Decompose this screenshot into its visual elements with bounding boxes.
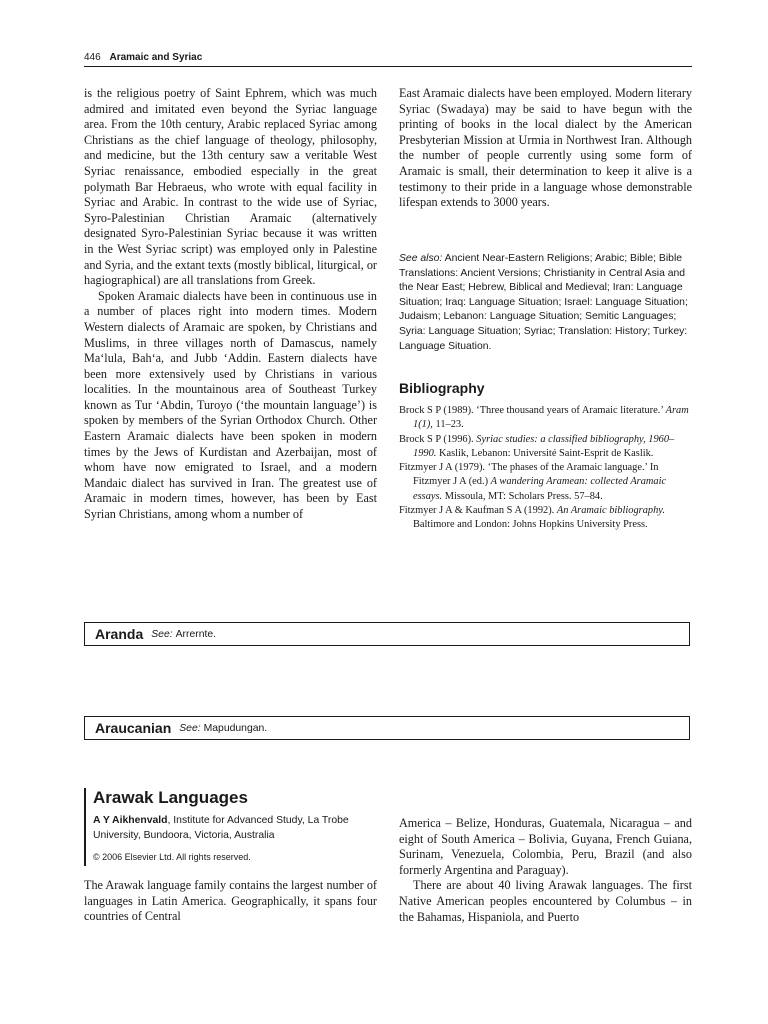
entry-box-araucanian — [84, 716, 690, 740]
entry-see: See: Arrernte. — [151, 628, 217, 640]
see-also-block — [399, 252, 692, 354]
entry-term: Araucanian — [95, 720, 172, 736]
page-number: 446 — [84, 52, 101, 63]
entry-box-aranda — [84, 622, 690, 646]
reference-item: Fitzmyer J A (1979). ‘The phases of the Aramaic language.’ In Fitzmyer J A (ed.) A wandering Aramean: collected Aramaic essays. Missoula, MT: Scholars Press. 57–84. — [399, 462, 667, 502]
bibliography-heading: Bibliography — [399, 380, 485, 396]
header-rule — [84, 66, 692, 67]
entry-see: See: Mapudungan. — [179, 722, 268, 734]
see-also-label: See also: — [399, 253, 443, 264]
see-also-text: Ancient Near-Eastern Religions; Arabic; Bible; Bible Translations: Ancient Versions; Christianity in Central Asia and the Near East; Hebrew, Biblical and Medieval; Iran: Language Situation; Iraq: Language Situation; Israel: Language Situation; Judaism; Lebanon: Language Situation; Semitic Languages; Syria: Language Situation; Syriac; Translation: History; Turkey: Language Situation. — [399, 253, 688, 352]
body-paragraph: There are about 40 living Arawak languages. The first Native American peoples encountered by Columbus – in the Bahamas, Hispaniola, and Puerto — [399, 878, 692, 924]
running-header — [84, 52, 202, 63]
entry-see-link[interactable]: Mapudungan. — [203, 722, 268, 734]
body-paragraph: America – Belize, Honduras, Guatemala, Nicaragua – and eight of South America – Bolivia, Guyana, French Guiana, Surinam, Venezuela, Colombia, Peru, Brazil (and also formerly Argentina and Paraguay). — [399, 816, 692, 877]
body-paragraph: The Arawak language family contains the largest number of languages in Latin America. Geographically, it spans four countries of Central — [84, 878, 377, 924]
body-paragraph: is the religious poetry of Saint Ephrem, which was much admired and imitated even beyond the Syriac language area. From the 10th century, Arabic replaced Syriac among Christians as the chief language of theology, philosophy, and medicine, but the 13th century saw a veritable West Syriac renaissance, embodied especially in the great polymath Bar Hebraeus, who wrote with equal facility in Syriac and Arabic. In contrast to the wide use of Syriac, Syro-Palestinian Christian Aramaic (alternatively designated Syro-Palestinian Syriac because it was written in the West Syriac script) was employed only in Palestine and Syria, and the extant texts (mostly biblical, liturgical, or hagiographical) are all translations from Greek. — [84, 86, 377, 288]
article-left-column — [84, 878, 377, 925]
left-column — [84, 86, 377, 523]
author-affiliation: , Institute for Advanced Study, La Trobe University, Bundoora, Victoria, Australia — [93, 815, 349, 841]
copyright-line: © 2006 Elsevier Ltd. All rights reserved. — [93, 852, 251, 862]
article-side-bar — [84, 788, 86, 866]
article-right-column — [399, 816, 692, 925]
running-title: Aramaic and Syriac — [109, 52, 203, 63]
article-title: Arawak Languages — [93, 788, 248, 807]
reference-item: Brock S P (1996). Syriac studies: a classified bibliography, 1960–1990. Kaslik, Lebanon: Université Saint-Esprit de Kaslik. — [399, 433, 675, 459]
author-name: A Y Aikhenvald — [93, 815, 168, 826]
reference-item: Fitzmyer J A & Kaufman S A (1992). An Aramaic bibliography. Baltimore and London: Johns Hopkins University Press. — [399, 505, 665, 531]
article-author — [93, 814, 383, 843]
body-paragraph: East Aramaic dialects have been employed. Modern literary Syriac (Swadaya) may be said to have begun with the printing of books in the local dialect by the American Presbyterian Mission at Urmia in Northwest Iran. Although the number of people currently using some form of Aramaic is small, their determination to keep it alive is a testimony to their pride in a language whose demonstrable lifespan extends to 3000 years. — [399, 86, 692, 210]
reference-item: Brock S P (1989). ‘Three thousand years of Aramaic literature.’ Aram 1(1), 11–23. — [399, 405, 689, 431]
entry-see-link[interactable]: Arrernte. — [175, 628, 217, 640]
bibliography-list — [399, 404, 692, 533]
right-column — [399, 86, 692, 211]
entry-term: Aranda — [95, 626, 144, 642]
body-paragraph: Spoken Aramaic dialects have been in continuous use in a number of places right into modern times. Modern Western dialects of Aramaic are spoken, by Christians and Muslims, in three villages north of Damascus, namely Ma‘lula, Bah‘a, and Jubb ‘Addin. Eastern dialects have been more extensively used by Christians in various localities. In the mountainous area of Southeast Turkey known as Tur ‘Abdin, Turoyo (‘the mountain language’) is spoken by members of the Syrian Orthodox Church. Other Eastern Aramaic dialects have been spoken in modern times by the Jews of Kurdistan and Azerbaijan, most of whom have now emigrated to Israel, and a modern Mandaic dialect has survived in Iran. The greatest use of Aramaic in modern times, however, has been by East Syrian Christians, among whom a number of — [84, 288, 377, 522]
